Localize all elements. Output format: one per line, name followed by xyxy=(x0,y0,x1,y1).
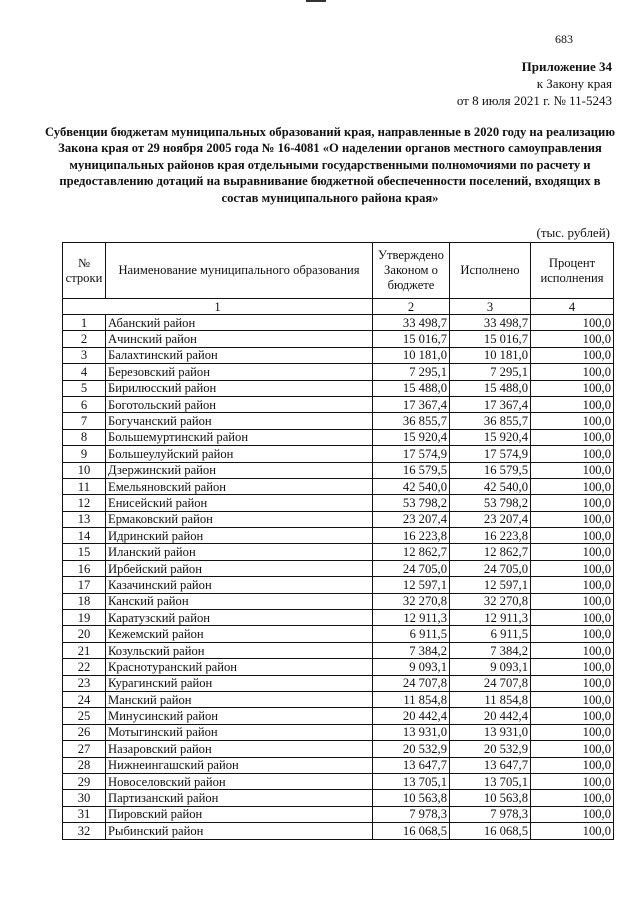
table-row xyxy=(63,691,614,707)
execution-percent: 100,0 xyxy=(531,757,614,773)
municipality-name: Рыбинский район xyxy=(106,823,373,839)
row-number: 16 xyxy=(63,560,106,576)
municipality-name: Партизанский район xyxy=(106,790,373,806)
column-number: 2 xyxy=(373,299,450,315)
executed-amount: 16 223,8 xyxy=(450,528,531,544)
row-number: 29 xyxy=(63,773,106,789)
approved-amount: 6 911,5 xyxy=(373,626,450,642)
executed-amount: 17 574,9 xyxy=(450,446,531,462)
table-row xyxy=(63,331,614,347)
execution-percent: 100,0 xyxy=(531,446,614,462)
approved-amount: 16 579,5 xyxy=(373,462,450,478)
executed-amount: 20 532,9 xyxy=(450,741,531,757)
municipality-name: Боготольский район xyxy=(106,396,373,412)
table-header-row xyxy=(63,243,614,299)
municipality-name: Березовский район xyxy=(106,364,373,380)
municipality-name: Каратузский район xyxy=(106,610,373,626)
executed-amount: 12 911,3 xyxy=(450,610,531,626)
executed-amount: 16 068,5 xyxy=(450,823,531,839)
table-row xyxy=(63,823,614,839)
municipality-name: Емельяновский район xyxy=(106,478,373,494)
executed-amount: 33 498,7 xyxy=(450,315,531,331)
column-header: Процент исполнения xyxy=(531,243,614,299)
row-number: 12 xyxy=(63,495,106,511)
municipality-name: Курагинский район xyxy=(106,675,373,691)
approved-amount: 13 931,0 xyxy=(373,724,450,740)
appendix-line: от 8 июля 2021 г. № 11-5243 xyxy=(456,93,612,108)
executed-amount: 36 855,7 xyxy=(450,413,531,429)
executed-amount: 15 016,7 xyxy=(450,331,531,347)
table-row xyxy=(63,724,614,740)
table-row xyxy=(63,396,614,412)
approved-amount: 10 563,8 xyxy=(373,790,450,806)
executed-amount: 32 270,8 xyxy=(450,593,531,609)
executed-amount: 16 579,5 xyxy=(450,462,531,478)
table-row xyxy=(63,347,614,363)
table-row xyxy=(63,757,614,773)
table-row xyxy=(63,642,614,658)
executed-amount: 23 207,4 xyxy=(450,511,531,527)
executed-amount: 10 181,0 xyxy=(450,347,531,363)
executed-amount: 24 707,8 xyxy=(450,675,531,691)
table-row xyxy=(63,446,614,462)
municipality-name: Енисейский район xyxy=(106,495,373,511)
approved-amount: 23 207,4 xyxy=(373,511,450,527)
row-number: 13 xyxy=(63,511,106,527)
row-number: 22 xyxy=(63,659,106,675)
executed-amount: 42 540,0 xyxy=(450,478,531,494)
approved-amount: 7 978,3 xyxy=(373,806,450,822)
row-number: 26 xyxy=(63,724,106,740)
approved-amount: 32 270,8 xyxy=(373,593,450,609)
municipality-name: Бирилюсский район xyxy=(106,380,373,396)
municipality-name: Новоселовский район xyxy=(106,773,373,789)
approved-amount: 15 016,7 xyxy=(373,331,450,347)
execution-percent: 100,0 xyxy=(531,724,614,740)
row-number: 9 xyxy=(63,446,106,462)
row-number: 11 xyxy=(63,478,106,494)
page-number: 683 xyxy=(555,32,573,46)
table-row xyxy=(63,626,614,642)
execution-percent: 100,0 xyxy=(531,511,614,527)
municipality-name: Манский район xyxy=(106,691,373,707)
execution-percent: 100,0 xyxy=(531,708,614,724)
row-number: 1 xyxy=(63,315,106,331)
municipality-name: Абанский район xyxy=(106,315,373,331)
table-row xyxy=(63,806,614,822)
approved-amount: 33 498,7 xyxy=(373,315,450,331)
municipality-name: Идринский район xyxy=(106,528,373,544)
execution-percent: 100,0 xyxy=(531,478,614,494)
units-label: (тыс. рублей) xyxy=(536,225,610,240)
execution-percent: 100,0 xyxy=(531,577,614,593)
municipality-name: Краснотуранский район xyxy=(106,659,373,675)
municipality-name: Мотыгинский район xyxy=(106,724,373,740)
execution-percent: 100,0 xyxy=(531,315,614,331)
execution-percent: 100,0 xyxy=(531,773,614,789)
row-number: 23 xyxy=(63,675,106,691)
executed-amount: 17 367,4 xyxy=(450,396,531,412)
table-row xyxy=(63,790,614,806)
execution-percent: 100,0 xyxy=(531,560,614,576)
executed-amount: 53 798,2 xyxy=(450,495,531,511)
executed-amount: 7 384,2 xyxy=(450,642,531,658)
executed-amount: 12 597,1 xyxy=(450,577,531,593)
row-number: 28 xyxy=(63,757,106,773)
execution-percent: 100,0 xyxy=(531,741,614,757)
table-row xyxy=(63,478,614,494)
table-row xyxy=(63,429,614,445)
row-number: 18 xyxy=(63,593,106,609)
column-header: Исполнено xyxy=(450,243,531,299)
execution-percent: 100,0 xyxy=(531,544,614,560)
appendix-line: к Закону края xyxy=(536,76,612,91)
table-row xyxy=(63,560,614,576)
execution-percent: 100,0 xyxy=(531,659,614,675)
executed-amount: 15 488,0 xyxy=(450,380,531,396)
municipality-name: Большемуртинский район xyxy=(106,429,373,445)
executed-amount: 20 442,4 xyxy=(450,708,531,724)
approved-amount: 13 647,7 xyxy=(373,757,450,773)
execution-percent: 100,0 xyxy=(531,642,614,658)
municipality-name: Козульский район xyxy=(106,642,373,658)
approved-amount: 42 540,0 xyxy=(373,478,450,494)
table-row xyxy=(63,675,614,691)
execution-percent: 100,0 xyxy=(531,495,614,511)
approved-amount: 15 488,0 xyxy=(373,380,450,396)
approved-amount: 11 854,8 xyxy=(373,691,450,707)
subsidies-table xyxy=(62,242,614,840)
table-row xyxy=(63,593,614,609)
executed-amount: 12 862,7 xyxy=(450,544,531,560)
row-number: 15 xyxy=(63,544,106,560)
row-number: 20 xyxy=(63,626,106,642)
column-header: Утверждено Законом о бюджете xyxy=(373,243,450,299)
row-number: 3 xyxy=(63,347,106,363)
executed-amount: 6 911,5 xyxy=(450,626,531,642)
execution-percent: 100,0 xyxy=(531,347,614,363)
execution-percent: 100,0 xyxy=(531,429,614,445)
table-row xyxy=(63,659,614,675)
municipality-name: Ачинский район xyxy=(106,331,373,347)
approved-amount: 16 068,5 xyxy=(373,823,450,839)
execution-percent: 100,0 xyxy=(531,413,614,429)
row-number: 17 xyxy=(63,577,106,593)
approved-amount: 53 798,2 xyxy=(373,495,450,511)
approved-amount: 17 367,4 xyxy=(373,396,450,412)
municipality-name: Ермаковский район xyxy=(106,511,373,527)
execution-percent: 100,0 xyxy=(531,790,614,806)
executed-amount: 13 705,1 xyxy=(450,773,531,789)
municipality-name: Нижнеингашский район xyxy=(106,757,373,773)
municipality-name: Дзержинский район xyxy=(106,462,373,478)
execution-percent: 100,0 xyxy=(531,675,614,691)
row-number: 30 xyxy=(63,790,106,806)
execution-percent: 100,0 xyxy=(531,396,614,412)
appendix-title: Приложение 34 xyxy=(521,59,612,74)
executed-amount: 7 295,1 xyxy=(450,364,531,380)
row-number: 25 xyxy=(63,708,106,724)
table-row xyxy=(63,773,614,789)
approved-amount: 7 384,2 xyxy=(373,642,450,658)
row-number: 6 xyxy=(63,396,106,412)
table-row xyxy=(63,741,614,757)
scan-mark xyxy=(306,0,326,2)
row-number: 14 xyxy=(63,528,106,544)
approved-amount: 12 862,7 xyxy=(373,544,450,560)
execution-percent: 100,0 xyxy=(531,462,614,478)
municipality-name: Пировский район xyxy=(106,806,373,822)
execution-percent: 100,0 xyxy=(531,626,614,642)
table-row xyxy=(63,380,614,396)
row-number: 5 xyxy=(63,380,106,396)
approved-amount: 24 707,8 xyxy=(373,675,450,691)
approved-amount: 9 093,1 xyxy=(373,659,450,675)
approved-amount: 12 597,1 xyxy=(373,577,450,593)
table-row xyxy=(63,528,614,544)
execution-percent: 100,0 xyxy=(531,806,614,822)
row-number: 24 xyxy=(63,691,106,707)
approved-amount: 16 223,8 xyxy=(373,528,450,544)
column-number: 4 xyxy=(531,299,614,315)
approved-amount: 24 705,0 xyxy=(373,560,450,576)
approved-amount: 10 181,0 xyxy=(373,347,450,363)
execution-percent: 100,0 xyxy=(531,823,614,839)
row-number: 7 xyxy=(63,413,106,429)
execution-percent: 100,0 xyxy=(531,331,614,347)
municipality-name: Ирбейский район xyxy=(106,560,373,576)
approved-amount: 36 855,7 xyxy=(373,413,450,429)
row-number: 10 xyxy=(63,462,106,478)
table-row xyxy=(63,462,614,478)
executed-amount: 7 978,3 xyxy=(450,806,531,822)
table-row xyxy=(63,544,614,560)
execution-percent: 100,0 xyxy=(531,364,614,380)
row-number: 2 xyxy=(63,331,106,347)
row-number: 4 xyxy=(63,364,106,380)
execution-percent: 100,0 xyxy=(531,380,614,396)
table-row xyxy=(63,495,614,511)
approved-amount: 13 705,1 xyxy=(373,773,450,789)
executed-amount: 9 093,1 xyxy=(450,659,531,675)
executed-amount: 24 705,0 xyxy=(450,560,531,576)
table-row xyxy=(63,577,614,593)
row-number: 32 xyxy=(63,823,106,839)
municipality-name: Иланский район xyxy=(106,544,373,560)
executed-amount: 13 647,7 xyxy=(450,757,531,773)
row-number: 21 xyxy=(63,642,106,658)
municipality-name: Казачинский район xyxy=(106,577,373,593)
executed-amount: 13 931,0 xyxy=(450,724,531,740)
document-title: Субвенции бюджетам муниципальных образований края, направленные в 2020 году на реализацию Закона края от 29 ноября 2005 года № 16-4081 «О наделении органов местного самоуправления муниципальных районов края отдельными государственными полномочиями по расчету и предоставлению дотаций на выравнивание бюджетной обеспеченности поселений, входящих в состав муниципального района края» xyxy=(45,125,615,205)
row-number: 8 xyxy=(63,429,106,445)
municipality-name: Назаровский район xyxy=(106,741,373,757)
column-header: Наименование муниципального образования xyxy=(106,243,373,299)
execution-percent: 100,0 xyxy=(531,528,614,544)
municipality-name: Богучанский район xyxy=(106,413,373,429)
municipality-name: Большеулуйский район xyxy=(106,446,373,462)
municipality-name: Минусинский район xyxy=(106,708,373,724)
execution-percent: 100,0 xyxy=(531,593,614,609)
municipality-name: Канский район xyxy=(106,593,373,609)
table-row xyxy=(63,413,614,429)
table-row xyxy=(63,708,614,724)
column-number: 3 xyxy=(450,299,531,315)
municipality-name: Кежемский район xyxy=(106,626,373,642)
column-header: № строки xyxy=(63,243,106,299)
approved-amount: 20 442,4 xyxy=(373,708,450,724)
table-row xyxy=(63,511,614,527)
table-row xyxy=(63,610,614,626)
municipality-name: Балахтинский район xyxy=(106,347,373,363)
column-number-row xyxy=(63,299,614,315)
approved-amount: 7 295,1 xyxy=(373,364,450,380)
row-number: 31 xyxy=(63,806,106,822)
appendix-header xyxy=(457,58,612,109)
executed-amount: 10 563,8 xyxy=(450,790,531,806)
approved-amount: 15 920,4 xyxy=(373,429,450,445)
approved-amount: 12 911,3 xyxy=(373,610,450,626)
table-row xyxy=(63,364,614,380)
execution-percent: 100,0 xyxy=(531,691,614,707)
executed-amount: 11 854,8 xyxy=(450,691,531,707)
approved-amount: 20 532,9 xyxy=(373,741,450,757)
row-number: 27 xyxy=(63,741,106,757)
executed-amount: 15 920,4 xyxy=(450,429,531,445)
table-row xyxy=(63,315,614,331)
execution-percent: 100,0 xyxy=(531,610,614,626)
column-number: 1 xyxy=(63,299,373,315)
approved-amount: 17 574,9 xyxy=(373,446,450,462)
row-number: 19 xyxy=(63,610,106,626)
